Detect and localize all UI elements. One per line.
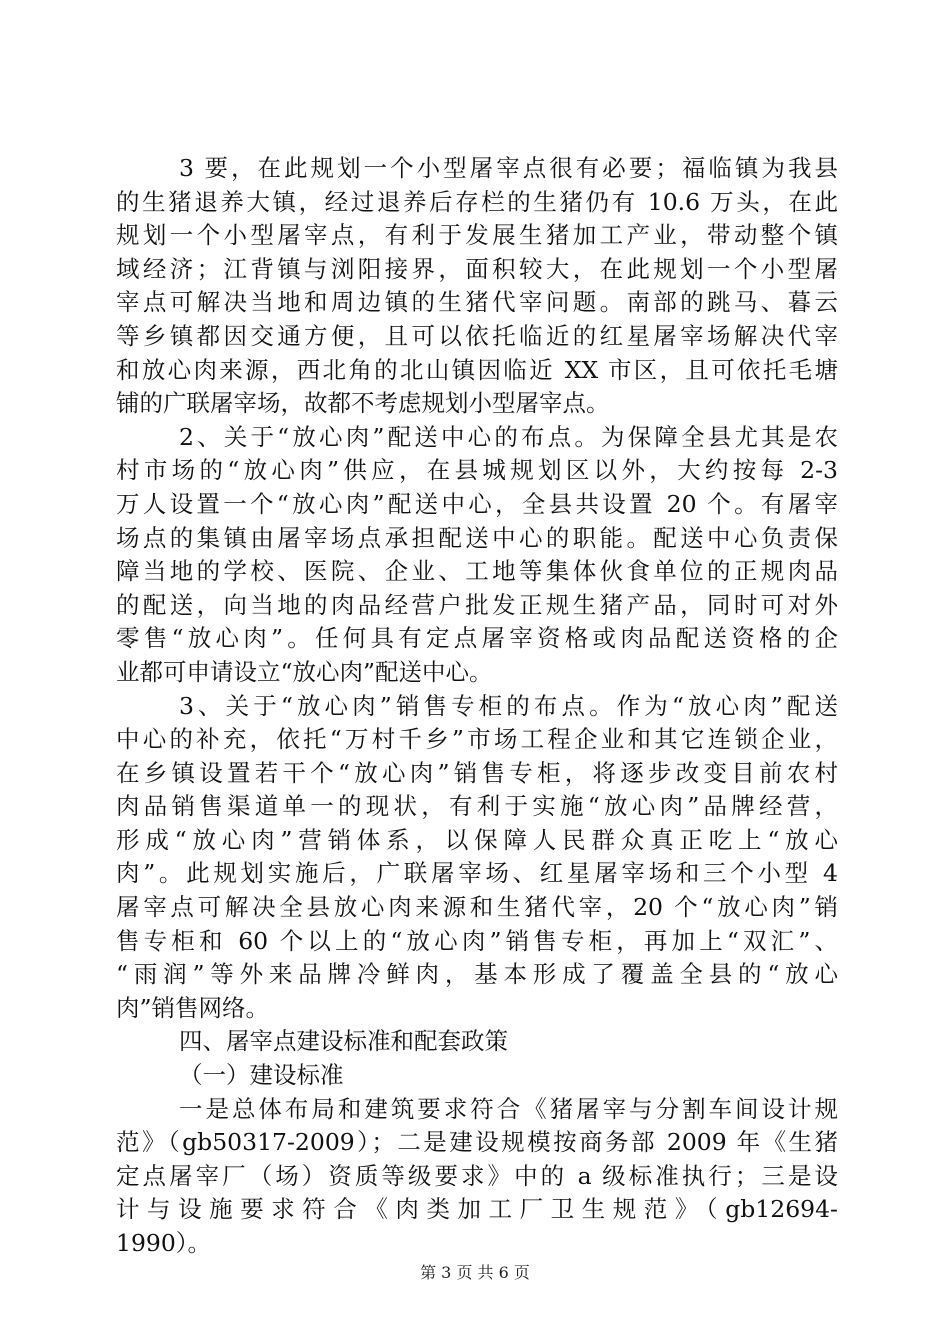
text-line: 规划一个小型屠宰点，有利于发展生猪加工产业，带动整个镇 <box>116 221 838 250</box>
text-line: 障当地的学校、医院、企业、工地等集体伙食单位的正规肉品 <box>116 557 838 586</box>
text-line: 等乡镇都因交通方便，且可以依托临近的红星屠宰场解决代宰 <box>116 321 838 350</box>
text-line: 屠宰点可解决全县放心肉来源和生猪代宰，20 个“放心肉”销 <box>116 893 838 922</box>
text-line: 售专柜和 60 个以上的“放心肉”销售专柜，再加上“双汇”、 <box>116 926 838 955</box>
text-line: （一）建设标准 <box>179 1061 344 1090</box>
text-line: 一是总体布局和建筑要求符合《猪屠宰与分割车间设计规 <box>179 1094 838 1123</box>
text-line: 形成“放心肉”营销体系，以保障人民群众真正吃上“放心 <box>116 825 838 854</box>
text-line: 业都可申请设立“放心肉”配送中心。 <box>116 657 493 686</box>
page-footer: 第 3 页 共 6 页 <box>420 1263 530 1282</box>
text-line: 铺的广联屠宰场，故都不考虑规划小型屠宰点。 <box>116 389 610 418</box>
text-line: 的配送，向当地的肉品经营户批发正规生猪产品，同时可对外 <box>116 590 838 619</box>
text-line: 范》（gb50317-2009）；二是建设规模按商务部 2009 年《生猪 <box>116 1128 838 1157</box>
text-line: 计与设施要求符合《肉类加工厂卫生规范》（gb12694- <box>116 1195 838 1224</box>
document-body <box>116 152 838 1261</box>
text-line: 中心的补充，依托“万村千乡”市场工程企业和其它连锁企业， <box>116 725 838 754</box>
text-line: 四、屠宰点建设标准和配套政策 <box>179 1027 508 1056</box>
text-line: 1990）。 <box>116 1229 212 1257</box>
text-line: 的生猪退养大镇，经过退养后存栏的生猪仍有 10.6 万头，在此 <box>116 187 838 216</box>
text-line: 肉”销售网络。 <box>116 993 270 1022</box>
text-line: 3、关于“放心肉”销售专柜的布点。作为“放心肉”配送 <box>179 691 838 720</box>
text-line: “雨润”等外来品牌冷鲜肉，基本形成了覆盖全县的“放心 <box>116 960 838 989</box>
text-line: 3 要，在此规划一个小型屠宰点很有必要；福临镇为我县 <box>179 154 838 182</box>
text-line: 2、关于“放心肉”配送中心的布点。为保障全县尤其是农 <box>179 422 838 451</box>
text-line: 在乡镇设置若干个“放心肉”销售专柜，将逐步改变目前农村 <box>116 758 838 787</box>
text-line: 村市场的“放心肉”供应，在县城规划区以外，大约按每 2-3 <box>116 456 838 485</box>
text-line: 定点屠宰厂（场）资质等级要求》中的 a 级标准执行；三是设 <box>116 1161 838 1190</box>
text-line: 域经济；江背镇与浏阳接界，面积较大，在此规划一个小型屠 <box>116 254 838 283</box>
text-line: 零售“放心肉”。任何具有定点屠宰资格或肉品配送资格的企 <box>116 624 838 653</box>
text-line: 场点的集镇由屠宰场点承担配送中心的职能。配送中心负责保 <box>116 523 838 552</box>
text-line: 肉品销售渠道单一的现状，有利于实施“放心肉”品牌经营， <box>116 792 838 821</box>
text-line: 肉”。此规划实施后，广联屠宰场、红星屠宰场和三个小型 4 <box>116 859 838 888</box>
text-line: 万人设置一个“放心肉”配送中心，全县共设置 20 个。有屠宰 <box>116 489 838 518</box>
text-line: 宰点可解决当地和周边镇的生猪代宰问题。南部的跳马、暮云 <box>116 288 838 317</box>
text-line: 和放心肉来源，西北角的北山镇因临近 XX 市区，且可依托毛塘 <box>116 355 838 384</box>
